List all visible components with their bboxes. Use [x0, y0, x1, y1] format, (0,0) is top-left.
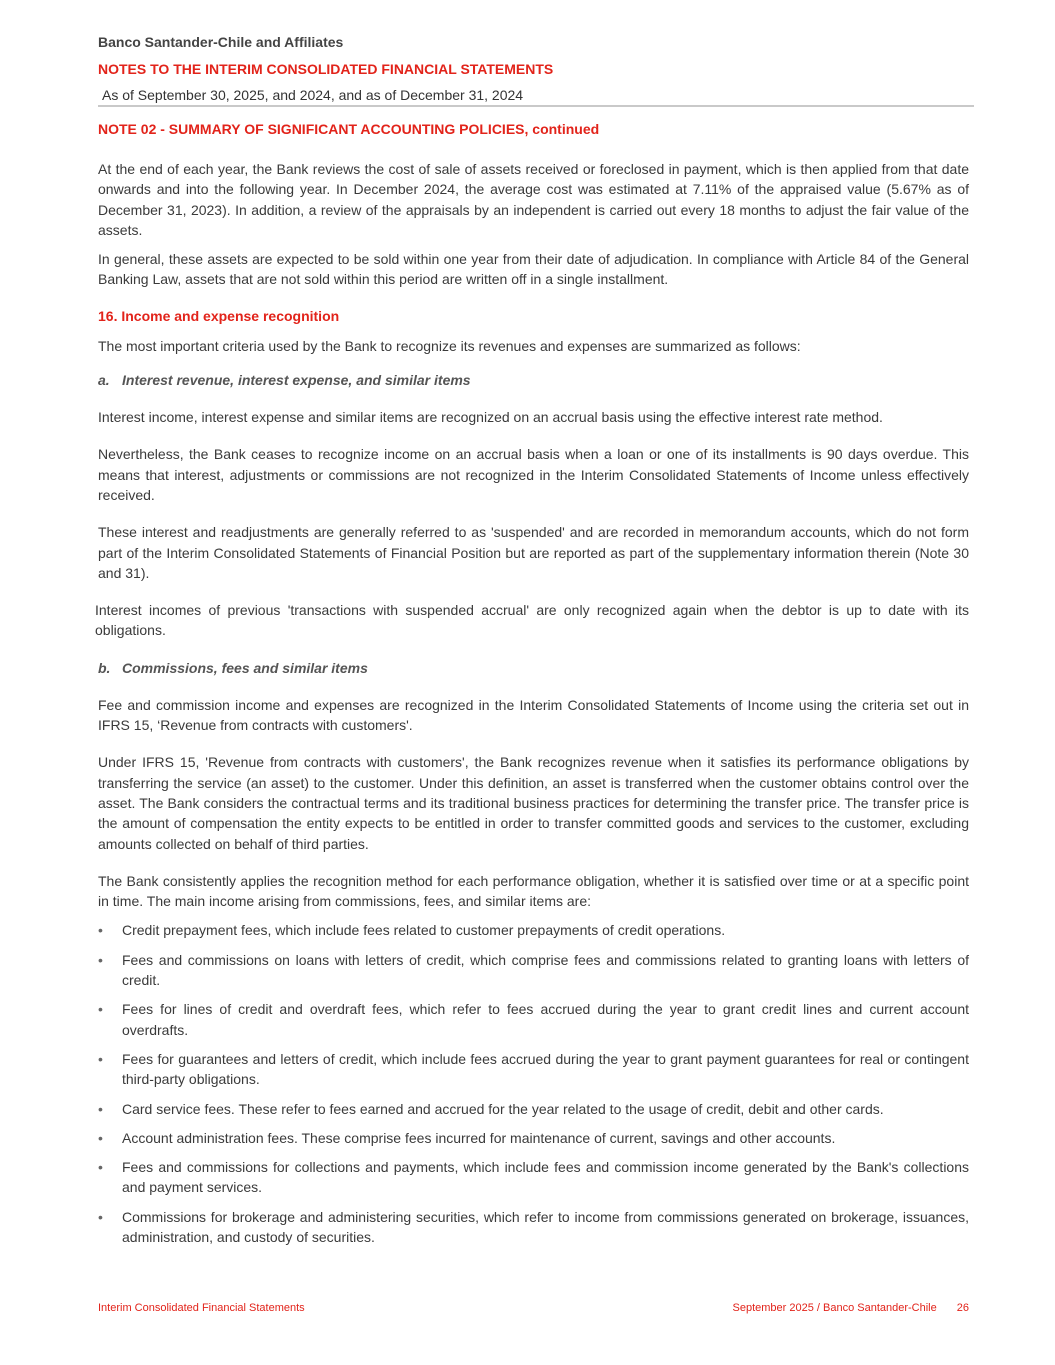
list-item: • Card service fees. These refer to fees earned and accrued for the year related to the usage of credit, debit and other cards.: [98, 1099, 969, 1119]
bullet-icon: •: [98, 1100, 103, 1117]
list-item: • Account administration fees. These comprise fees incurred for maintenance of current, savings and other accounts.: [98, 1128, 969, 1148]
paragraph: At the end of each year, the Bank reviews the cost of sale of assets received or foreclosed in payment, which is then applied from that date onwards and into the following year. In December 2024, the average cost was estimated at 7.11% of the appraised value (5.67% as of December 31, 2023). In addition, a review of the appraisals by an independent is carried out every 18 months to adjust the fair value of the assets.: [98, 161, 969, 238]
section-title: 16. Income and expense recognition: [98, 307, 340, 324]
paragraph: Interest incomes of previous 'transactions with suspended accrual' are only recognized again when the debtor is up to date with its obligations.: [95, 602, 969, 639]
note-title: NOTE 02 - SUMMARY OF SIGNIFICANT ACCOUNTING POLICIES, continued: [98, 121, 600, 137]
paragraph: The Bank consistently applies the recognition method for each performance obligation, whether it is satisfied over time or at a specific point in time. The main income arising from commissions, fees, and similar items are:: [98, 872, 969, 910]
subsection-label: Interest revenue, interest expense, and similar items: [122, 372, 471, 389]
bullet-icon: •: [98, 922, 103, 939]
bullet-icon: •: [98, 1050, 103, 1067]
page-number: 26: [956, 1302, 969, 1314]
bullet-icon: •: [98, 951, 103, 968]
subsection-letter: b.: [98, 659, 111, 676]
bullet-icon: •: [98, 1159, 103, 1176]
document-date: As of September 30, 2025, and 2024, and as of December 31, 2024: [102, 87, 524, 103]
bullet-icon: •: [98, 1001, 103, 1018]
list-item: • Fees and commissions for collections and payments, which include fees and commission income generated by the Bank's collections and payment services.: [98, 1159, 969, 1196]
paragraph: Under IFRS 15, 'Revenue from contracts with customers', the Bank recognizes revenue when it satisfies its performance obligations by transferring the service (an asset) to the customer. Under this definition, an asset is transferred when the customer obtains control over the asset. The Bank considers the contractual terms and its traditional business practices for determining the transfer price. The transfer price is the amount of compensation the entity expects to be entitled in order to transfer committed goods and services to the customer, excluding amounts collected on behalf of third parties.: [98, 754, 969, 852]
paragraph: The most important criteria used by the Bank to recognize its revenues and expenses are summarized as follows:: [98, 337, 801, 354]
paragraph: Interest income, interest expense and similar items are recognized on an accrual basis using the effective interest rate method.: [98, 409, 883, 426]
footer-source: September 2025 / Banco Santander-Chile: [732, 1302, 937, 1314]
bullet-icon: •: [98, 1129, 103, 1146]
paragraph: These interest and readjustments are generally referred to as 'suspended' and are recorded in memorandum accounts, which do not form part of the Interim Consolidated Statements of Financial Position but are reported as part of the supplementary information therein (Note 30 and 31).: [98, 524, 969, 581]
header-divider: [98, 105, 974, 107]
document-title: NOTES TO THE INTERIM CONSOLIDATED FINANCIAL STATEMENTS: [98, 61, 554, 77]
subsection-b-title: [98, 658, 969, 678]
paragraph: Fee and commission income and expenses are recognized in the Interim Consolidated Statements of Income using the criteria set out in IFRS 15, ‘Revenue from contracts with customers'.: [98, 696, 969, 734]
list-item: • Fees for guarantees and letters of credit, which include fees accrued during the year to grant payment guarantees for real or contingent third-party obligations.: [98, 1050, 969, 1088]
subsection-letter: a.: [98, 372, 110, 389]
subsection-a-title: [98, 370, 969, 390]
list-item: • Commissions for brokerage and administering securities, which refer to income from commissions generated on brokerage, issuances, administration, and custody of securities.: [98, 1208, 969, 1245]
list-item: • Fees and commissions on loans with letters of credit, which comprise fees and commissions related to granting loans with letters of credit.: [98, 951, 969, 989]
footer-left: Interim Consolidated Financial Statements: [98, 1302, 305, 1314]
company-name: Banco Santander-Chile and Affiliates: [98, 34, 344, 50]
content: [95, 119, 969, 1247]
fee-list: [98, 920, 969, 1247]
footer-right: [733, 1302, 970, 1314]
subsection-label: Commissions, fees and similar items: [122, 659, 368, 676]
bullet-icon: •: [98, 1208, 103, 1225]
paragraph: In general, these assets are expected to be sold within one year from their date of adjudication. In compliance with Article 84 of the General Banking Law, assets that are not sold within this period are written off in a single installment.: [98, 251, 969, 288]
list-item: • Fees for lines of credit and overdraft fees, which refer to fees accrued during the year to grant credit lines and current account overdrafts.: [98, 1001, 969, 1038]
list-item: • Credit prepayment fees, which include fees related to customer prepayments of credit operations.: [98, 920, 969, 940]
paragraph: Nevertheless, the Bank ceases to recognize income on an accrual basis when a loan or one of its installments is 90 days overdue. This means that interest, adjustments or commissions are not recognized in the Interim Consolidated Statements of Income unless effectively received.: [98, 446, 969, 503]
